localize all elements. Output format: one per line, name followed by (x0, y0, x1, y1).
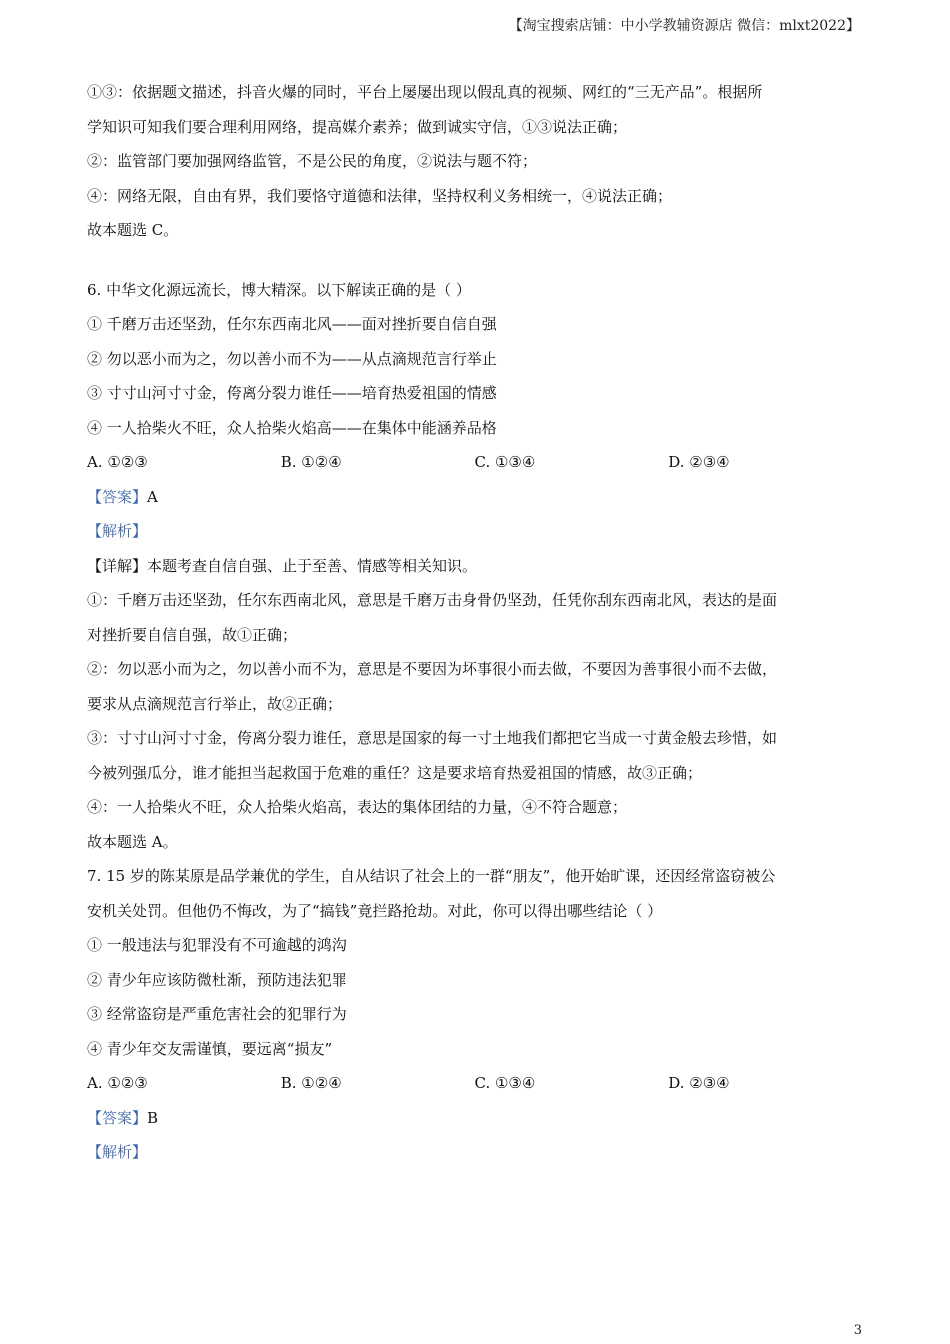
text-line: ④：一人拾柴火不旺，众人拾柴火焰高，表达的集体团结的力量，④不符合题意； (87, 798, 628, 816)
choice-row (87, 450, 862, 485)
text-line: 今被列强瓜分，谁才能担当起救国于危难的重任？这是要求培育热爱祖国的情感，故③正确； (87, 763, 703, 782)
answer-tag: 【答案】 (87, 1108, 148, 1127)
text-line: ③：寸寸山河寸寸金，侉离分裂力谁任，意思是国家的每一寸土地我们都把它当成一寸黄金般去珍惜，如 (87, 729, 778, 747)
option-item: ② 勿以恶小而为之，勿以善小而不为——从点滴规范言行举止 (87, 349, 497, 368)
option-item: ③ 经常盗窃是严重危害社会的犯罪行为 (87, 1005, 347, 1023)
option-item: ③ 寸寸山河寸寸金，侉离分裂力谁任——培育热爱祖国的情感 (87, 384, 497, 402)
page-header: 【淘宝搜索店铺：中小学教辅资源店 微信：mlxt2022】 (508, 18, 860, 34)
question-6 (87, 278, 862, 865)
choice-c: C. ①③④ (474, 1074, 536, 1092)
option-item: ① 一般违法与犯罪没有不可逾越的鸿沟 (87, 936, 347, 954)
choice-a: A. ①②③ (87, 1074, 148, 1092)
text-line: ②：监管部门要加强网络监管，不是公民的角度，②说法与题不符； (87, 152, 538, 170)
text-line: 故本题选 A。 (87, 832, 178, 851)
answer-line (87, 1106, 862, 1141)
text-line: ②：勿以恶小而为之，勿以善小而不为，意思是不要因为坏事很小而去做，不要因为善事很小而不去做， (87, 660, 778, 678)
question-stem: 安机关处罚。但他仍不悔改，为了“搞钱”竟拦路抢劫。对此，你可以得出哪些结论（ ） (87, 901, 663, 920)
option-item: ① 千磨万击还坚劲，任尔东西南北风——面对挫折要自信自强 (87, 315, 497, 333)
text-line: ④：网络无限，自由有界，我们要恪守道德和法律，坚持权利义务相统一，④说法正确； (87, 186, 673, 205)
text-line: 对挫折要自信自强，故①正确； (87, 625, 298, 644)
choice-b: B. ①②④ (280, 453, 342, 471)
answer-tag: 【答案】 (87, 487, 148, 506)
text-line: 故本题选 C。 (87, 221, 179, 239)
text-line: ①③：依据题文描述，抖音火爆的同时，平台上屡屡出现以假乱真的视频、网红的“三无产品”。根据所 (87, 83, 763, 101)
choice-d: D. ②③④ (668, 1074, 730, 1092)
page-number: 3 (853, 1323, 862, 1338)
answer-line (87, 485, 862, 520)
question-7 (87, 864, 862, 1175)
text-line: 【详解】本题考查自信自强、止于至善、情感等相关知识。 (87, 556, 478, 575)
choice-b: B. ①②④ (280, 1074, 342, 1092)
text-line: 要求从点滴规范言行举止，故②正确； (87, 694, 343, 713)
analysis-tag: 【解析】 (87, 1143, 148, 1161)
analysis-tag: 【解析】 (87, 522, 148, 540)
option-item: ② 青少年应该防微杜渐，预防违法犯罪 (87, 970, 347, 989)
option-item: ④ 青少年交友需谨慎，要远离“损友” (87, 1039, 333, 1058)
choice-c: C. ①③④ (474, 453, 536, 471)
prev-analysis (87, 80, 862, 253)
answer-value: B (147, 1108, 159, 1127)
question-stem: 6. 中华文化源远流长，博大精深。以下解读正确的是（ ） (87, 280, 471, 299)
answer-value: A (147, 487, 158, 506)
document-body (87, 80, 862, 1175)
option-item: ④ 一人拾柴火不旺，众人拾柴火焰高——在集体中能涵养品格 (87, 418, 497, 437)
text-line: ①：千磨万击还坚劲，任尔东西南北风，意思是千磨万击身骨仍坚劲，任凭你刮东西南北风，表达的是面 (87, 591, 778, 609)
text-line: 学知识可知我们要合理利用网络，提高媒介素养；做到诚实守信，①③说法正确； (87, 117, 628, 136)
choice-row (87, 1071, 862, 1106)
choice-a: A. ①②③ (87, 453, 148, 471)
choice-d: D. ②③④ (668, 453, 730, 471)
question-stem: 7. 15 岁的陈某原是品学兼优的学生，自从结识了社会上的一群“朋友”，他开始旷课，还因经常盗窃被公 (87, 867, 776, 885)
